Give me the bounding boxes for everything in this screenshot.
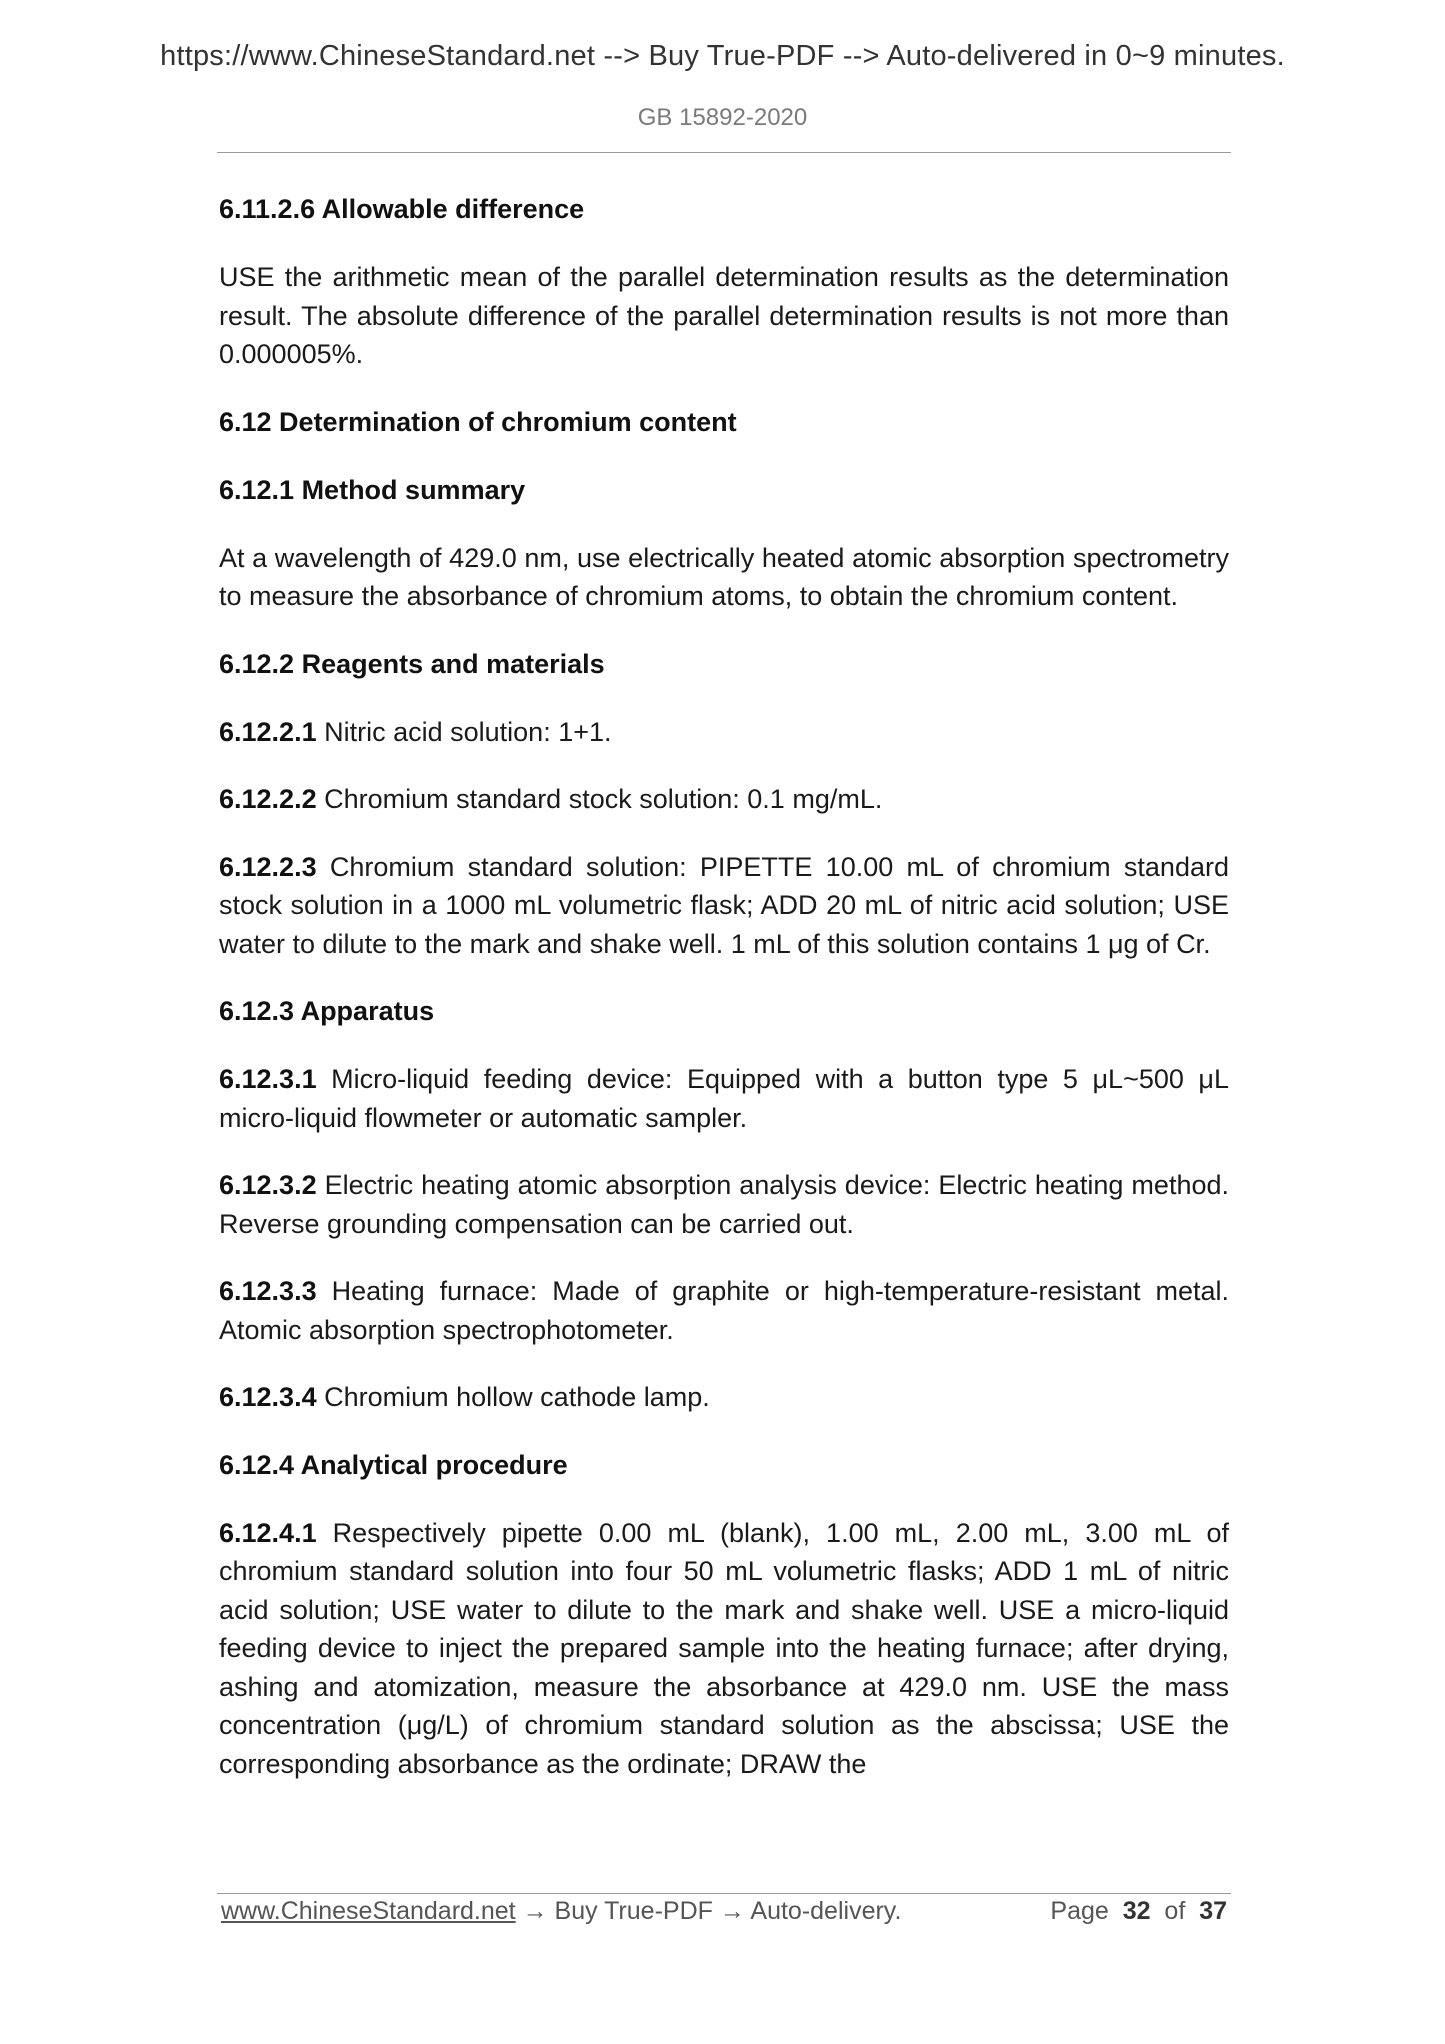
heading-6-12-1: 6.12.1 Method summary <box>219 474 526 505</box>
page-indicator <box>1050 1897 1227 1926</box>
clause-text: Electric heating atomic absorption analysis device: Electric heating method. Reverse grounding compensation can be carried out. <box>219 1170 1229 1239</box>
heading-6-12: 6.12 Determination of chromium content <box>219 406 737 437</box>
heading-6-12-4: 6.12.4 Analytical procedure <box>219 1449 568 1480</box>
page-footer <box>221 1897 1231 1926</box>
clause-number: 6.12.4.1 <box>219 1517 317 1548</box>
footer-site-link[interactable]: www.ChineseStandard.net <box>221 1897 516 1925</box>
page-total: 37 <box>1199 1897 1227 1925</box>
clause-text: Micro-liquid feeding device: Equipped with a button type 5 μL~500 μL micro-liquid flowmeter or automatic sampler. <box>219 1064 1229 1133</box>
clause-text: Chromium standard solution: PIPETTE 10.00 mL of chromium standard stock solution in a 1000 mL volumetric flask; ADD 20 mL of nitric acid solution; USE water to dilute to the mark and shake well. 1 mL of this solution contains 1 μg of Cr. <box>219 851 1229 959</box>
clause-text: Chromium hollow cathode lamp. <box>324 1382 710 1412</box>
footer-divider <box>217 1893 1231 1894</box>
top-banner: https://www.ChineseStandard.net --> Buy True-PDF --> Auto-delivered in 0~9 minutes. <box>160 40 1285 72</box>
clause-number: 6.12.3.3 <box>219 1276 317 1306</box>
footer-tagline: → Buy True-PDF → Auto-delivery. <box>515 1897 902 1925</box>
clause-text: Chromium standard stock solution: 0.1 mg/mL. <box>324 784 883 814</box>
clause-number: 6.12.2.2 <box>219 784 317 814</box>
clause-number: 6.12.3.4 <box>219 1382 317 1412</box>
document-body <box>219 190 1229 1812</box>
clause-6-12-3-1 <box>219 1060 1229 1137</box>
clause-text: Nitric acid solution: 1+1. <box>324 716 612 747</box>
heading-6-12-3: 6.12.3 Apparatus <box>219 996 435 1026</box>
page-label: Page <box>1050 1897 1109 1925</box>
header-divider <box>217 152 1231 153</box>
clause-text: Heating furnace: Made of graphite or high-temperature-resistant metal. Atomic absorption spectrophotometer. <box>219 1276 1229 1345</box>
clause-6-12-2-1 <box>219 713 1229 752</box>
clause-number: 6.12.2.3 <box>219 851 317 882</box>
clause-number: 6.12.3.2 <box>219 1170 317 1200</box>
clause-6-12-3-2 <box>219 1166 1229 1243</box>
clause-6-12-4-1 <box>219 1514 1229 1784</box>
paragraph-6-11-2-6: USE the arithmetic mean of the parallel determination results as the determination result. The absolute difference of the parallel determination results is not more than 0.000005%. <box>219 262 1229 369</box>
of-label: of <box>1164 1897 1186 1925</box>
clause-text: Respectively pipette 0.00 mL (blank), 1.00 mL, 2.00 mL, 3.00 mL of chromium standard solution into four 50 mL volumetric flasks; ADD 1 mL of nitric acid solution; USE water to dilute to the mark and shake well. USE a micro-liquid feeding device to inject the prepared sample into the heating furnace; after drying, ashing and atomization, measure the absorbance at 429.0 nm. USE the mass concentration (μg/L) of chromium standard solution as the abscissa; USE the corresponding absorbance as the ordinate; DRAW the <box>219 1517 1229 1779</box>
clause-number: 6.12.2.1 <box>219 716 317 747</box>
standard-code: GB 15892-2020 <box>637 104 808 131</box>
paragraph-6-12-1: At a wavelength of 429.0 nm, use electrically heated atomic absorption spectrometry to measure the absorbance of chromium atoms, to obtain the chromium content. <box>219 542 1229 611</box>
clause-number: 6.12.3.1 <box>219 1064 317 1094</box>
page-number: 32 <box>1122 1897 1151 1925</box>
clause-6-12-2-3 <box>219 848 1229 964</box>
clause-6-12-3-3 <box>219 1272 1229 1349</box>
heading-6-11-2-6: 6.11.2.6 Allowable difference <box>219 194 585 224</box>
clause-6-12-2-2 <box>219 780 1229 819</box>
clause-6-12-3-4 <box>219 1378 1229 1417</box>
heading-6-12-2: 6.12.2 Reagents and materials <box>219 648 605 679</box>
